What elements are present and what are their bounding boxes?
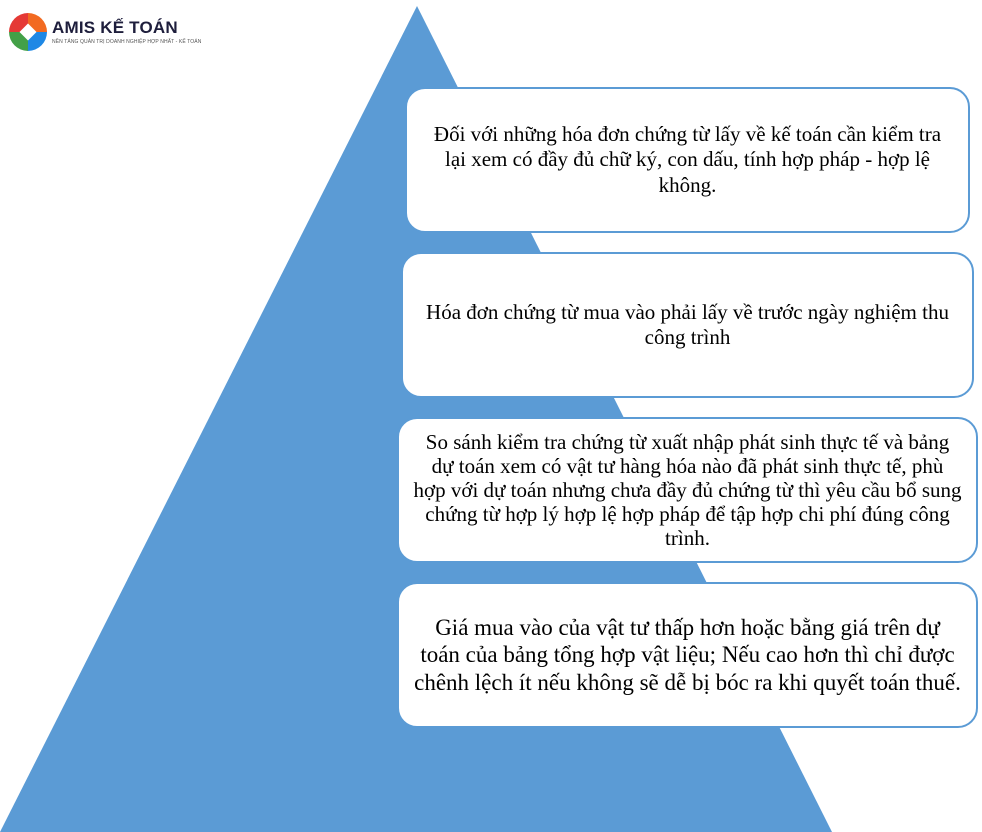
pyramid-box-4-text: Giá mua vào của vật tư thấp hơn hoặc bằng giá trên dự toán của bảng tổng hợp vật liệu; Nếu cao hơn thì chỉ được chênh lệch ít nếu không sẽ dễ bị bóc ra khi quyết toán thuế. <box>414 614 961 695</box>
logo-tagline: NỀN TẢNG QUẢN TRỊ DOANH NGHIỆP HỢP NHẤT - KẾ TOÁN <box>52 39 202 45</box>
pyramid-box-3-text: So sánh kiểm tra chứng từ xuất nhập phát sinh thực tế và bảng dự toán xem có vật tư hàng hóa nào đã phát sinh thực tế, phù hợp với dự toán nhưng chưa đầy đủ chứng từ thì yêu cầu bổ sung chứng từ hợp lý hợp lệ hợp pháp để tập hợp chi phí đúng công trình. <box>413 429 962 551</box>
pyramid-box-1-text: Đối với những hóa đơn chứng từ lấy về kế toán cần kiểm tra lại xem có đầy đủ chữ ký, con dấu, tính hợp pháp - hợp lệ không. <box>433 122 942 197</box>
pyramid-box-4 <box>397 582 978 728</box>
pyramid-box-1 <box>405 87 970 233</box>
logo-title: AMIS KẾ TOÁN <box>52 18 178 37</box>
logo-mark-icon <box>8 12 48 52</box>
pyramid-box-3 <box>397 417 978 563</box>
pyramid-box-2-text: Hóa đơn chứng từ mua vào phải lấy về trước ngày nghiệm thu công trình <box>426 299 949 349</box>
pyramid-box-2 <box>401 252 974 398</box>
